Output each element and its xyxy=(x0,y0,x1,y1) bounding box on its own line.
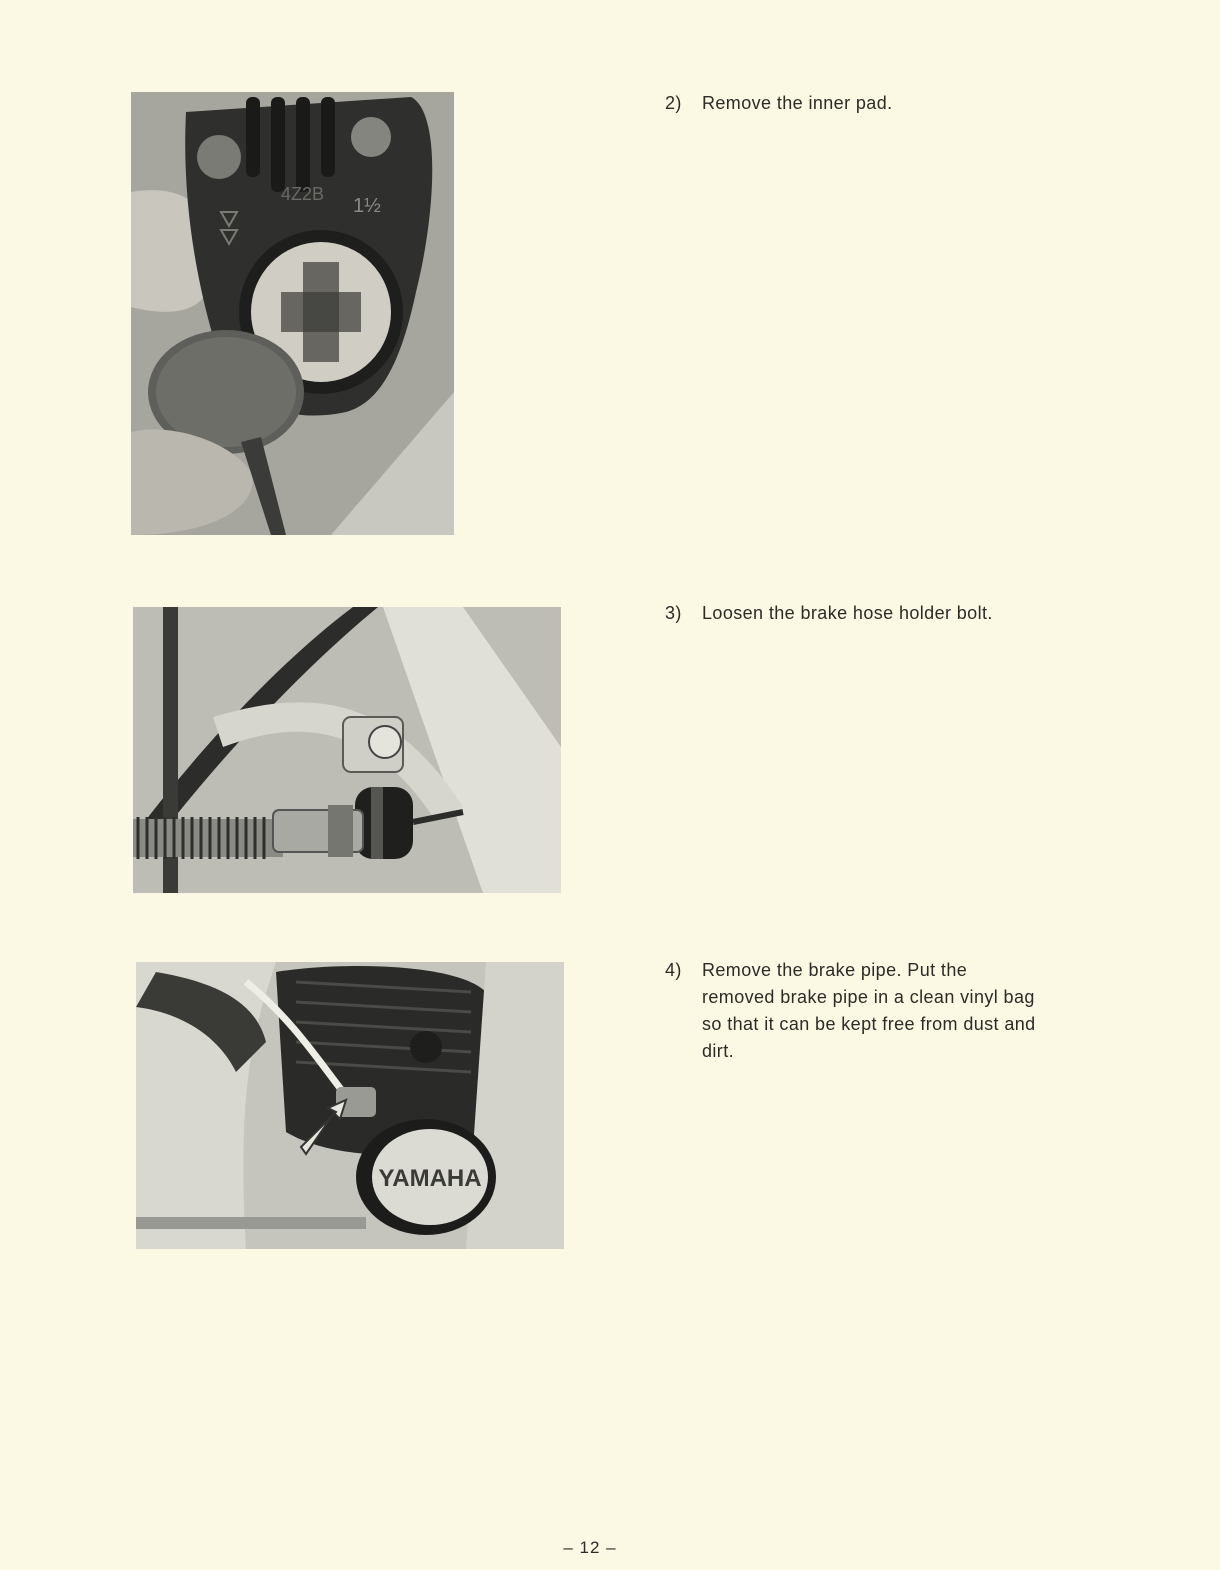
step-2-number: 2) xyxy=(665,93,682,113)
step-2 xyxy=(665,90,1037,117)
step-3-number: 3) xyxy=(665,603,682,623)
step-4-number: 4) xyxy=(665,960,682,980)
step-4-text: Remove the brake pipe. Put the removed brake pipe in a clean vinyl bag so that it can be kept free from dust and dirt. xyxy=(702,960,1036,1061)
step-3 xyxy=(665,600,1037,627)
photo-brake-hose-holder xyxy=(133,607,561,893)
caliper-marking-text: 4Z2B xyxy=(281,184,325,204)
yamaha-logo-text: YAMAHA xyxy=(378,1165,482,1192)
step-4 xyxy=(665,957,1037,1065)
photo-remove-inner-pad xyxy=(131,92,454,535)
caliper-size-text: 1½ xyxy=(353,195,381,217)
step-2-text: Remove the inner pad. xyxy=(702,93,893,113)
page-number: – 12 – xyxy=(563,1538,617,1557)
photo-remove-brake-pipe xyxy=(136,962,564,1249)
step-3-text: Loosen the brake hose holder bolt. xyxy=(702,603,993,623)
